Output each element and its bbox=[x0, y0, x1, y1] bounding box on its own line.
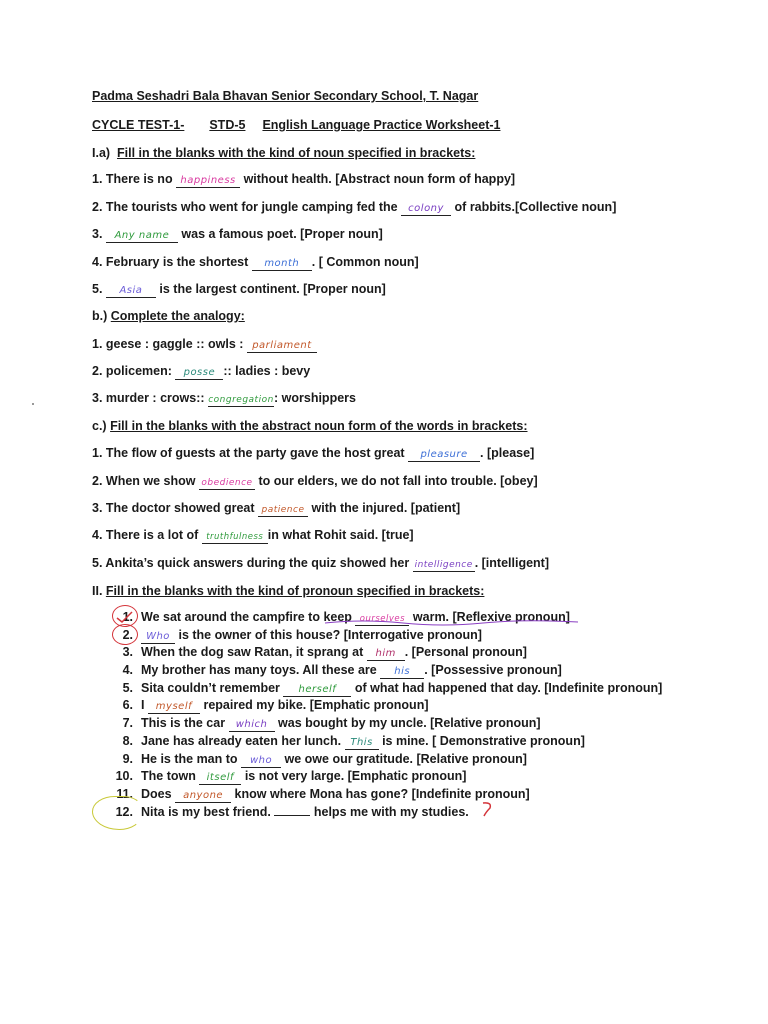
stray-mark bbox=[32, 403, 34, 405]
pronoun-question-11: 11. Does anyone know where Mona has gone? [Indefinite pronoun] bbox=[116, 787, 530, 801]
pronoun-question-9: 9. He is the man to who we owe our gratitude. [Relative pronoun] bbox=[122, 752, 527, 766]
answer-blank[interactable]: myself bbox=[148, 701, 200, 714]
section-c-heading: c.) Fill in the blanks with the abstract noun form of the words in brackets: bbox=[92, 419, 528, 433]
abstract-question-2: 2. When we show obedience to our elders, we do not fall into trouble. [obey] bbox=[92, 474, 538, 488]
answer-blank[interactable]: parliament bbox=[247, 340, 317, 353]
correction-circle-12 bbox=[92, 796, 142, 830]
noun-question-3: 3. Any name was a famous poet. [Proper noun] bbox=[92, 227, 383, 241]
pronoun-question-7: 7. This is the car which was bought by my uncle. [Relative pronoun] bbox=[122, 716, 541, 730]
pronoun-question-12: 12. Nita is my best friend. helps me with my studies. bbox=[115, 805, 469, 819]
pronoun-question-4: 4. My brother has many toys. All these are his . [Possessive pronoun] bbox=[122, 663, 562, 677]
answer-blank[interactable]: This bbox=[345, 737, 379, 750]
noun-question-5: 5. Asia is the largest continent. [Proper noun] bbox=[92, 282, 386, 296]
noun-question-1: 1. There is no happiness without health. [Abstract noun form of happy] bbox=[92, 172, 516, 186]
pronoun-question-3: 3. When the dog saw Ratan, it sprang at him . [Personal pronoun] bbox=[122, 645, 527, 659]
abstract-question-3: 3. The doctor showed great patience with the injured. [patient] bbox=[92, 501, 461, 515]
section-b-heading: b.) Complete the analogy: bbox=[92, 309, 245, 323]
pen-mark-icon bbox=[480, 800, 494, 818]
noun-question-4: 4. February is the shortest month . [ Common noun] bbox=[92, 255, 419, 269]
worksheet-title-row bbox=[92, 117, 500, 133]
noun-question-2: 2. The tourists who went for jungle camping fed the colony of rabbits.[Collective noun] bbox=[92, 200, 617, 214]
answer-blank[interactable]: itself bbox=[199, 772, 241, 785]
pronoun-question-8: 8. Jane has already eaten her lunch. This is mine. [ Demonstrative pronoun] bbox=[122, 734, 585, 748]
analogy-question-1: 1. geese : gaggle :: owls : parliament bbox=[92, 336, 317, 353]
answer-blank[interactable]: truthfulness bbox=[202, 531, 268, 544]
answer-blank[interactable]: colony bbox=[401, 203, 451, 216]
answer-blank[interactable]: Any name bbox=[106, 230, 178, 243]
answer-blank[interactable]: happiness bbox=[176, 175, 240, 188]
abstract-question-5: 5. Ankita’s quick answers during the quiz showed her intelligence . [intelligent] bbox=[92, 556, 549, 570]
answer-blank[interactable]: patience bbox=[258, 504, 308, 517]
answer-blank[interactable]: obedience bbox=[199, 477, 255, 490]
cycle-test-label: CYCLE TEST-1- bbox=[92, 118, 185, 132]
answer-blank[interactable]: him bbox=[367, 648, 405, 661]
answer-blank[interactable]: Asia bbox=[106, 285, 156, 298]
answer-blank[interactable]: posse bbox=[175, 367, 223, 380]
answer-blank[interactable]: intelligence bbox=[414, 560, 473, 570]
pronoun-question-5: 5. Sita couldn’t remember herself of what had happened that day. [Indefinite pronoun] bbox=[122, 681, 663, 695]
analogy-question-2: 2. policemen: posse :: ladies : bevy bbox=[92, 364, 311, 378]
school-name: Padma Seshadri Bala Bhavan Senior Secondary School, T. Nagar bbox=[92, 89, 479, 103]
pronoun-question-10: 10. The town itself is not very large. [Emphatic pronoun] bbox=[115, 769, 467, 783]
pronoun-question-1: 1. We sat around the campfire to keep ourselves warm. [Reflexive pronoun] bbox=[122, 610, 570, 624]
check-mark-icon bbox=[115, 610, 135, 624]
worksheet-title: English Language Practice Worksheet-1 bbox=[262, 118, 501, 132]
section-1a-heading: I.a) Fill in the blanks with the kind of noun specified in brackets: bbox=[92, 146, 476, 160]
answer-blank[interactable]: which bbox=[229, 719, 275, 732]
answer-blank[interactable]: congregation bbox=[208, 395, 274, 405]
analogy-question-3: 3. murder : crows:: congregation: worshippers bbox=[92, 391, 356, 405]
answer-blank[interactable] bbox=[274, 803, 310, 816]
answer-blank[interactable]: herself bbox=[283, 684, 351, 697]
pronoun-question-2: 2. Who is the owner of this house? [Interrogative pronoun] bbox=[122, 628, 482, 642]
abstract-question-4: 4. There is a lot of truthfulness in what Rohit said. [true] bbox=[92, 528, 414, 542]
section-2-heading: II. Fill in the blanks with the kind of pronoun specified in brackets: bbox=[92, 584, 485, 598]
answer-blank[interactable]: month bbox=[252, 258, 312, 271]
pronoun-question-6: 6. I myself repaired my bike. [Emphatic pronoun] bbox=[122, 698, 429, 712]
answer-blank[interactable]: pleasure bbox=[408, 449, 480, 462]
answer-blank[interactable]: ourselves bbox=[355, 613, 409, 626]
answer-blank[interactable]: his bbox=[380, 666, 424, 679]
correction-underline bbox=[323, 618, 583, 628]
answer-blank[interactable]: Who bbox=[141, 631, 175, 644]
answer-blank[interactable]: who bbox=[241, 755, 281, 768]
correction-circle-2 bbox=[112, 624, 138, 645]
abstract-question-1: 1. The flow of guests at the party gave the host great pleasure . [please] bbox=[92, 446, 535, 460]
answer-blank[interactable]: anyone bbox=[175, 790, 231, 803]
std-label: STD-5 bbox=[209, 118, 246, 132]
